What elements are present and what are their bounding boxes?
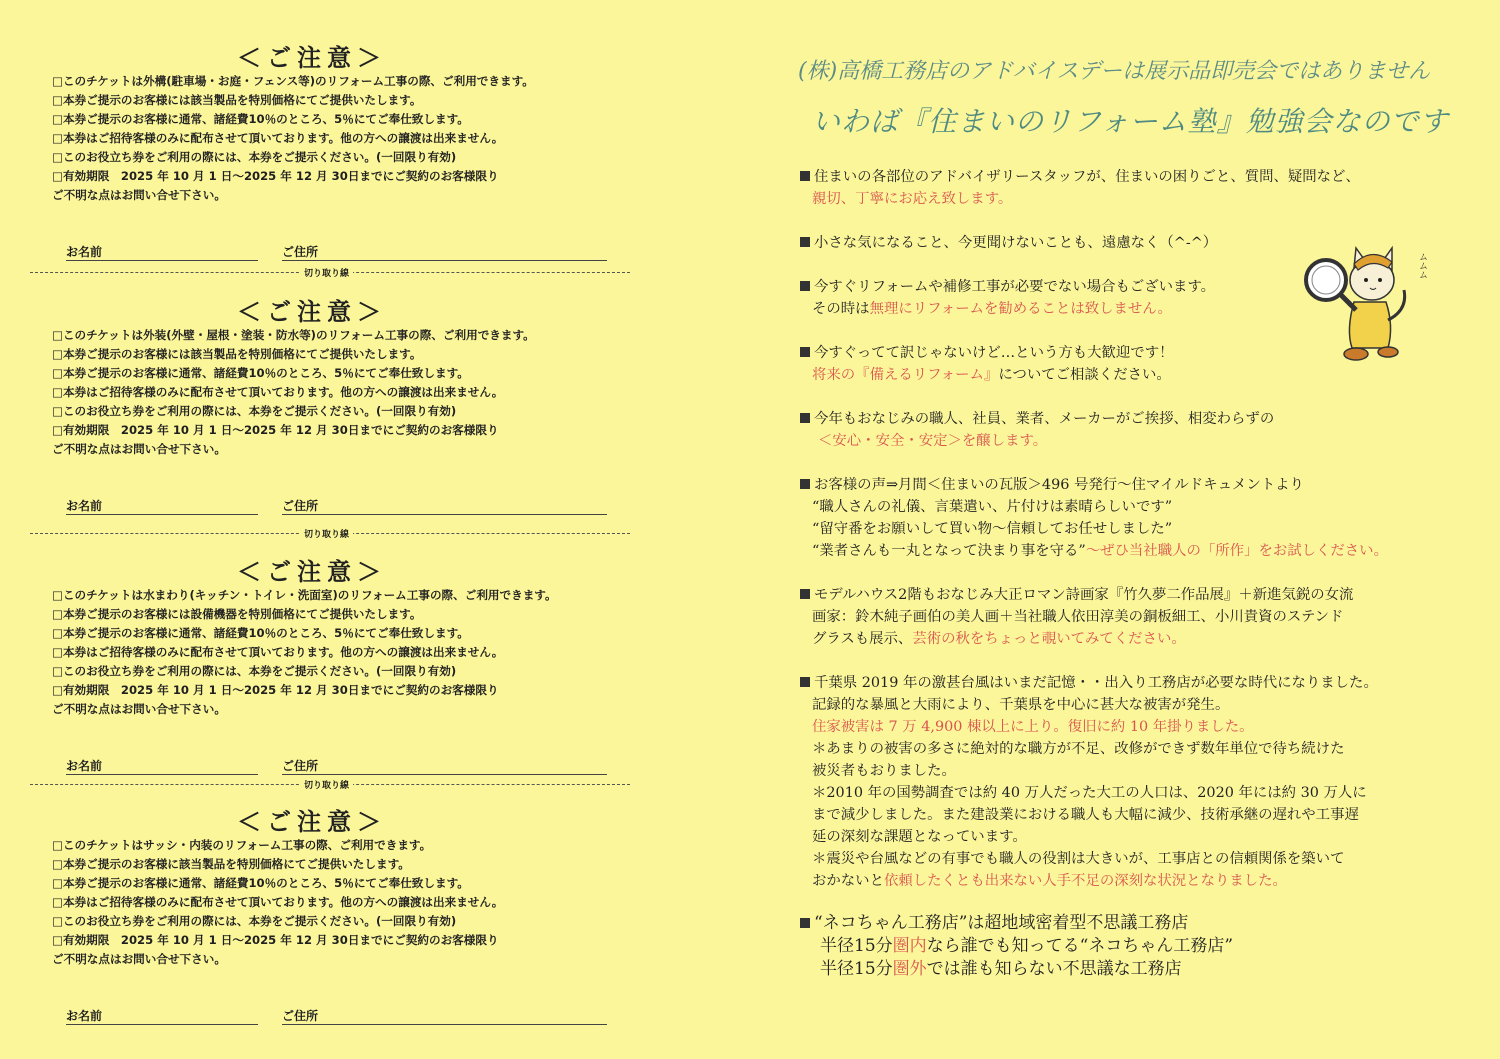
coupon-line: □このお役立ち券をご利用の際には、本券をご提示ください。(一回限り有効) bbox=[52, 404, 457, 418]
coupon-line: ご不明な点はお問い合せ下さい。 bbox=[52, 952, 226, 966]
coupon-line: □本券はご招待客様のみに配布させて頂いております。他の方への譲渡は出来ません。 bbox=[52, 131, 504, 145]
coupon-line: □本券はご招待客様のみに配布させて頂いております。他の方への譲渡は出来ません。 bbox=[52, 645, 504, 659]
name-label: お名前 bbox=[66, 1009, 103, 1023]
name-field[interactable] bbox=[66, 774, 258, 775]
coupon-line: □このお役立ち券をご利用の際には、本券をご提示ください。(一回限り有効) bbox=[52, 914, 457, 928]
name-field[interactable] bbox=[66, 260, 258, 261]
section-no-push: 今すぐリフォームや補修工事が必要でない場合もございます。 その時は無理にリフォームを勧めることは致しません。 bbox=[800, 276, 1215, 320]
coupon-line: ご不明な点はお問い合せ下さい。 bbox=[52, 188, 226, 202]
coupon-title: ＜ご注意＞ bbox=[237, 558, 387, 586]
address-label: ご住所 bbox=[282, 1009, 319, 1023]
coupon-line: □有効期限 2025 年 10 月 1 日～2025 年 12 月 30日までにご契約のお客様限り bbox=[52, 169, 499, 183]
coupon-line: □このチケットは水まわり(キッチン・トイレ・洗面室)のリフォーム工事の際、ご利用できます。 bbox=[52, 588, 557, 602]
name-field[interactable] bbox=[66, 514, 258, 515]
cut-line-label: 切り取り線 bbox=[300, 778, 353, 791]
coupon-title: ＜ご注意＞ bbox=[237, 808, 387, 836]
coupon-line: ご不明な点はお問い合せ下さい。 bbox=[52, 702, 226, 716]
coupon-line: □本券ご提示のお客様に該当製品を特別価格にてご提供いたします。 bbox=[52, 857, 410, 871]
address-label: ご住所 bbox=[282, 499, 319, 513]
coupon-fields bbox=[52, 497, 612, 519]
cat-detective-icon bbox=[1296, 240, 1416, 365]
square-bullet-icon bbox=[800, 677, 810, 687]
square-bullet-icon bbox=[800, 171, 810, 181]
coupon-line: □このチケットは外構(駐車場・お庭・フェンス等)のリフォーム工事の際、ご利用できます。 bbox=[52, 74, 534, 88]
section-customer-voice: お客様の声⇒月間＜住まいの瓦版＞496 号発行～住マイルドキュメントより “職人さんの礼儀、言葉遣い、片付けは素晴らしいです” “留守番をお願いして買い物～信頼してお任せしました” “業者さんも一丸となって決まり事を守る”～ぜひ当社職人の「所作」をお試しください。 bbox=[800, 474, 1388, 562]
coupon-line: □本券ご提示のお客様に通常、諸経費10％のところ、5％にてご奉仕致します。 bbox=[52, 626, 469, 640]
coupon-line: □本券ご提示のお客様に通常、諸経費10％のところ、5％にてご奉仕致します。 bbox=[52, 112, 469, 126]
coupon-exterior bbox=[52, 44, 612, 265]
square-bullet-icon bbox=[800, 479, 810, 489]
square-bullet-icon bbox=[800, 918, 810, 928]
coupon-fields bbox=[52, 757, 612, 779]
coupon-exterior-wall bbox=[52, 298, 612, 519]
section-greetings: 今年もおなじみの職人、社員、業者、メーカーがご挨拶、相変わらずの ＜安心・安全・安定＞を醸します。 bbox=[800, 408, 1274, 452]
section-dont-hesitate: 小さな気になること、今更聞けないことも、遠慮なく（^-^） bbox=[800, 232, 1217, 254]
coupon-line: □本券ご提示のお客様には該当製品を特別価格にてご提供いたします。 bbox=[52, 93, 422, 107]
cat-sound-text: ムムム bbox=[1417, 252, 1427, 279]
square-bullet-icon bbox=[800, 347, 810, 357]
coupon-line: □このチケットは外装(外壁・屋根・塗装・防水等)のリフォーム工事の際、ご利用できます。 bbox=[52, 328, 535, 342]
coupon-fields bbox=[52, 243, 612, 265]
section-neko-koumuten: “ネコちゃん工務店”は超地域密着型不思議工務店 半径15分圏内なら誰でも知ってる“ネコちゃん工務店” 半径15分圏外では誰も知らない不思議な工務店 bbox=[800, 912, 1233, 981]
coupon-line: □有効期限 2025 年 10 月 1 日～2025 年 12 月 30日までにご契約のお客様限り bbox=[52, 933, 499, 947]
square-bullet-icon bbox=[800, 413, 810, 423]
square-bullet-icon bbox=[800, 237, 810, 247]
section-model-house: モデルハウス2階もおなじみ大正ロマン詩画家『竹久夢二作品展』＋新進気鋭の女流 画家：鈴木純子画伯の美人画＋当社職人依田淳美の銅板細工、小川貴資のステンド グラスも展示、芸術の秋をちょっと覗いてみてください。 bbox=[800, 584, 1353, 650]
address-field[interactable] bbox=[282, 514, 607, 515]
address-field[interactable] bbox=[282, 1024, 607, 1025]
coupon-sash-interior bbox=[52, 808, 612, 1029]
headline-advice-day: (株)高橋工務店のアドバイスデーは展示品即売会ではありません bbox=[798, 59, 1431, 84]
section-advisory-staff: 住まいの各部位のアドバイザリースタッフが、住まいの困りごと、質問、疑問など、 親切、丁寧にお応え致します。 bbox=[800, 166, 1360, 210]
coupon-line: ご不明な点はお問い合せ下さい。 bbox=[52, 442, 226, 456]
coupon-title: ＜ご注意＞ bbox=[237, 298, 387, 326]
name-field[interactable] bbox=[66, 1024, 258, 1025]
coupon-line: □有効期限 2025 年 10 月 1 日～2025 年 12 月 30日までにご契約のお客様限り bbox=[52, 683, 499, 697]
headline-reform-school: いわば『住まいのリフォーム塾』勉強会なのです bbox=[812, 105, 1449, 138]
coupon-line: □本券はご招待客様のみに配布させて頂いております。他の方への譲渡は出来ません。 bbox=[52, 895, 504, 909]
address-label: ご住所 bbox=[282, 245, 319, 259]
coupon-water-area bbox=[52, 558, 612, 779]
coupon-line: □本券はご招待客様のみに配布させて頂いております。他の方への譲渡は出来ません。 bbox=[52, 385, 504, 399]
coupon-line: □有効期限 2025 年 10 月 1 日～2025 年 12 月 30日までにご契約のお客様限り bbox=[52, 423, 499, 437]
coupon-line: □本券ご提示のお客様には設備機器を特別価格にてご提供いたします。 bbox=[52, 607, 422, 621]
coupon-title: ＜ご注意＞ bbox=[237, 44, 387, 72]
coupon-line: □このチケットはサッシ・内装のリフォーム工事の際、ご利用できます。 bbox=[52, 838, 432, 852]
name-label: お名前 bbox=[66, 759, 103, 773]
coupon-line: □本券ご提示のお客様に通常、諸経費10％のところ、5％にてご奉仕致します。 bbox=[52, 876, 469, 890]
coupon-line: □このお役立ち券をご利用の際には、本券をご提示ください。(一回限り有効) bbox=[52, 150, 457, 164]
address-field[interactable] bbox=[282, 774, 607, 775]
coupon-line: □本券ご提示のお客様には該当製品を特別価格にてご提供いたします。 bbox=[52, 347, 422, 361]
address-field[interactable] bbox=[282, 260, 607, 261]
address-label: ご住所 bbox=[282, 759, 319, 773]
coupon-line: □本券ご提示のお客様に通常、諸経費10％のところ、5％にてご奉仕致します。 bbox=[52, 366, 469, 380]
name-label: お名前 bbox=[66, 499, 103, 513]
cut-line-label: 切り取り線 bbox=[300, 266, 353, 279]
section-welcome: 今すぐってて訳じゃないけど…という方も大歓迎です！ 将来の『備えるリフォーム』についてご相談ください。 bbox=[800, 342, 1173, 386]
coupon-line: □このお役立ち券をご利用の際には、本券をご提示ください。(一回限り有効) bbox=[52, 664, 457, 678]
name-label: お名前 bbox=[66, 245, 103, 259]
square-bullet-icon bbox=[800, 281, 810, 291]
section-typhoon: 千葉県 2019 年の激甚台風はいまだ記憶・・出入り工務店が必要な時代になりました。 記録的な暴風と大雨により、千葉県を中心に甚大な被害が発生。 住家被害は 7 万 4,900 棟以上に上り。復旧に約 10 年掛りました。 ＊あまりの被害の多さに絶対的な職方が不足、改修ができず数年単位で待ち続けた 被災者もおりました。 ＊2010 年の国勢調査では約 40 万人だった大工の人口は、2020 年には約 30 万人に まで減少しました。また建設業における職人も大幅に減少、技術承継の遅れや工事遅 延の深刻な課題となっています。 ＊震災や台風などの有事でも職人の役割は大きいが、工事店との信頼関係を築いて おかないと依頼したくとも出来ない人手不足の深刻な状況となりました。 bbox=[800, 672, 1378, 892]
coupon-fields bbox=[52, 1007, 612, 1029]
square-bullet-icon bbox=[800, 589, 810, 599]
cut-line-label: 切り取り線 bbox=[300, 527, 353, 540]
